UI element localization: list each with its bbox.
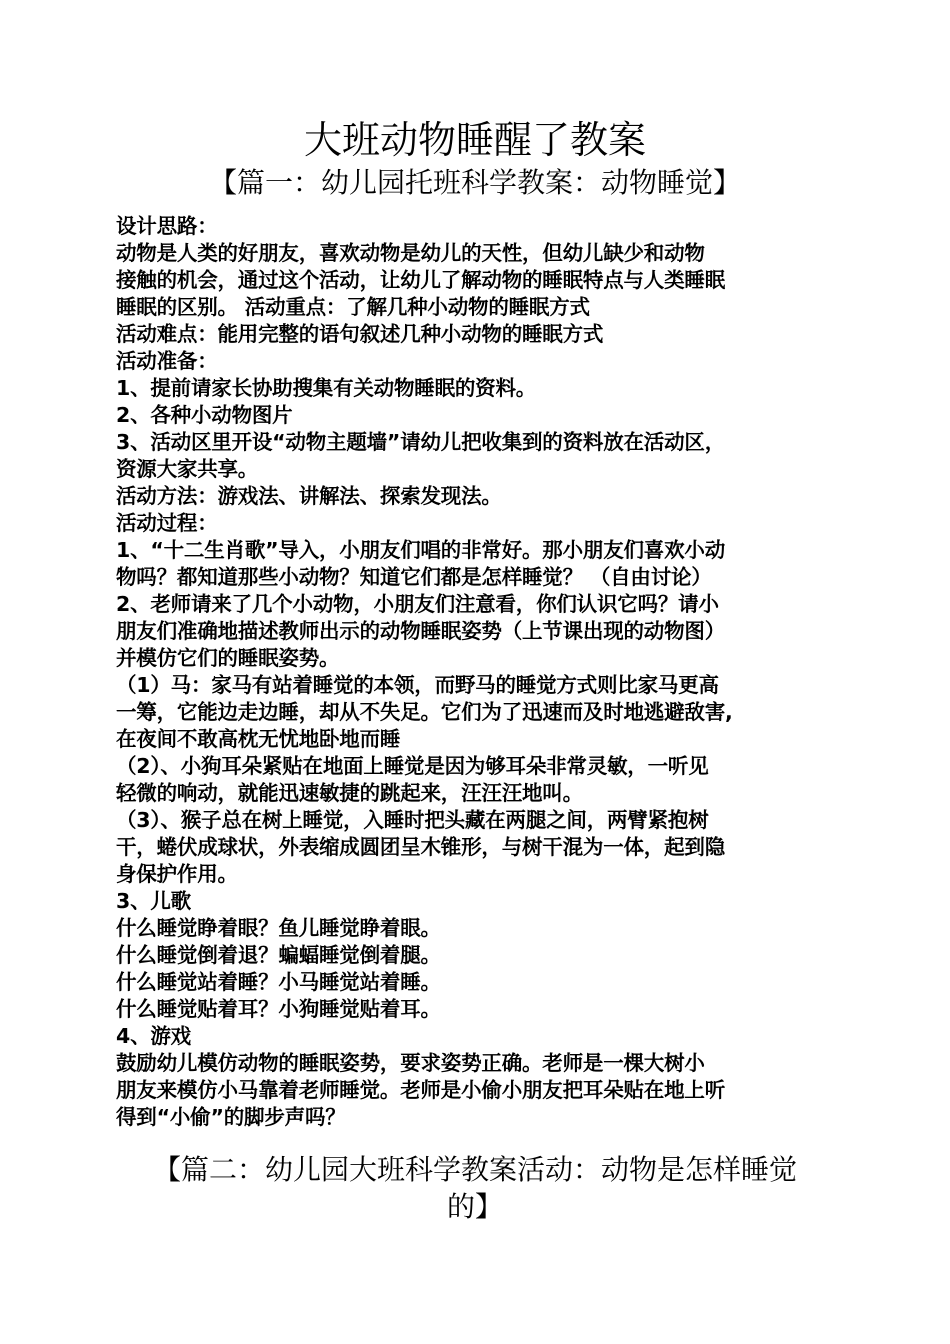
body-line: 并模仿它们的睡眠姿势。 bbox=[116, 646, 340, 670]
body-line: 得到“小偷”的脚步声吗？ bbox=[116, 1105, 346, 1129]
body-line: 什么睡觉站着睡？小马睡觉站着睡。 bbox=[116, 970, 441, 994]
body-line: 什么睡觉倒着退？蝙蝠睡觉倒着腿。 bbox=[116, 943, 441, 967]
body-line: 接触的机会，通过这个活动，让幼儿了解动物的睡眠特点与人类睡眠 bbox=[116, 268, 725, 292]
body-line: 物吗？都知道那些小动物？知道它们都是怎样睡觉？ （自由讨论） bbox=[116, 565, 712, 589]
body-line: 1、“十二生肖歌”导入，小朋友们唱的非常好。那小朋友们喜欢小动 bbox=[116, 538, 726, 562]
body-line: 什么睡觉睁着眼？鱼儿睡觉睁着眼。 bbox=[116, 916, 441, 940]
body-line: 设计思路： bbox=[116, 214, 218, 238]
body-line: 2、老师请来了几个小动物，小朋友们注意看，你们认识它吗？请小 bbox=[116, 592, 719, 616]
body-line: 4、游戏 bbox=[116, 1024, 191, 1048]
section-heading-2-line-1: 【篇二：幼儿园大班科学教案活动：动物是怎样睡觉 bbox=[152, 1153, 797, 1186]
body-line: 什么睡觉贴着耳？小狗睡觉贴着耳。 bbox=[116, 997, 441, 1021]
body-line: 朋友们准确地描述教师出示的动物睡眠姿势（上节课出现的动物图） bbox=[116, 619, 725, 643]
body-line: 睡眠的区别。 活动重点：了解几种小动物的睡眠方式 bbox=[116, 295, 590, 319]
body-line: 身保护作用。 bbox=[116, 862, 238, 886]
body-line: 一筹，它能边走边睡，却从不失足。它们为了迅速而及时地逃避敌害, bbox=[116, 700, 733, 724]
body-line: （3）、猴子总在树上睡觉，入睡时把头藏在两腿之间，两臂紧抱树 bbox=[116, 808, 709, 832]
body-line: 资源大家共享。 bbox=[116, 457, 259, 481]
body-line: 在夜间不敢高枕无忧地卧地而睡 bbox=[116, 727, 401, 751]
body-line: （2）、小狗耳朵紧贴在地面上睡觉是因为够耳朵非常灵敏，一听见 bbox=[116, 754, 709, 778]
body-line: 干，蜷伏成球状，外表缩成圆团呈木锥形，与树干混为一体，起到隐 bbox=[116, 835, 725, 859]
body-line: 活动方法：游戏法、讲解法、探索发现法。 bbox=[116, 484, 502, 508]
body-line: （1）马：家马有站着睡觉的本领，而野马的睡觉方式则比家马更高 bbox=[116, 673, 719, 697]
body-line: 活动过程： bbox=[116, 511, 218, 535]
body-line: 朋友来模仿小马靠着老师睡觉。老师是小偷小朋友把耳朵贴在地上听 bbox=[116, 1078, 725, 1102]
body-line: 1、提前请家长协助搜集有关动物睡眠的资料。 bbox=[116, 376, 537, 400]
section-heading-1: 【篇一：幼儿园托班科学教案：动物睡觉】 bbox=[208, 166, 741, 199]
body-line: 轻微的响动，就能迅速敏捷的跳起来，汪汪汪地叫。 bbox=[116, 781, 583, 805]
body-line: 3、儿歌 bbox=[116, 889, 191, 913]
page-title: 大班动物睡醒了教案 bbox=[303, 118, 646, 162]
body-line: 动物是人类的好朋友，喜欢动物是幼儿的天性，但幼儿缺少和动物 bbox=[116, 241, 705, 265]
section-heading-2-line-2: 的】 bbox=[446, 1190, 503, 1223]
body-line: 鼓励幼儿模仿动物的睡眠姿势，要求姿势正确。老师是一棵大树小 bbox=[116, 1051, 705, 1075]
body-line: 2、各种小动物图片 bbox=[116, 403, 293, 427]
body-line: 3、活动区里开设“动物主题墙”请幼儿把收集到的资料放在活动区， bbox=[116, 430, 726, 454]
document-body bbox=[116, 213, 842, 1131]
body-line: 活动准备： bbox=[116, 349, 218, 373]
body-line: 活动难点：能用完整的语句叙述几种小动物的睡眠方式 bbox=[116, 322, 604, 346]
section-heading-2 bbox=[0, 1151, 950, 1225]
